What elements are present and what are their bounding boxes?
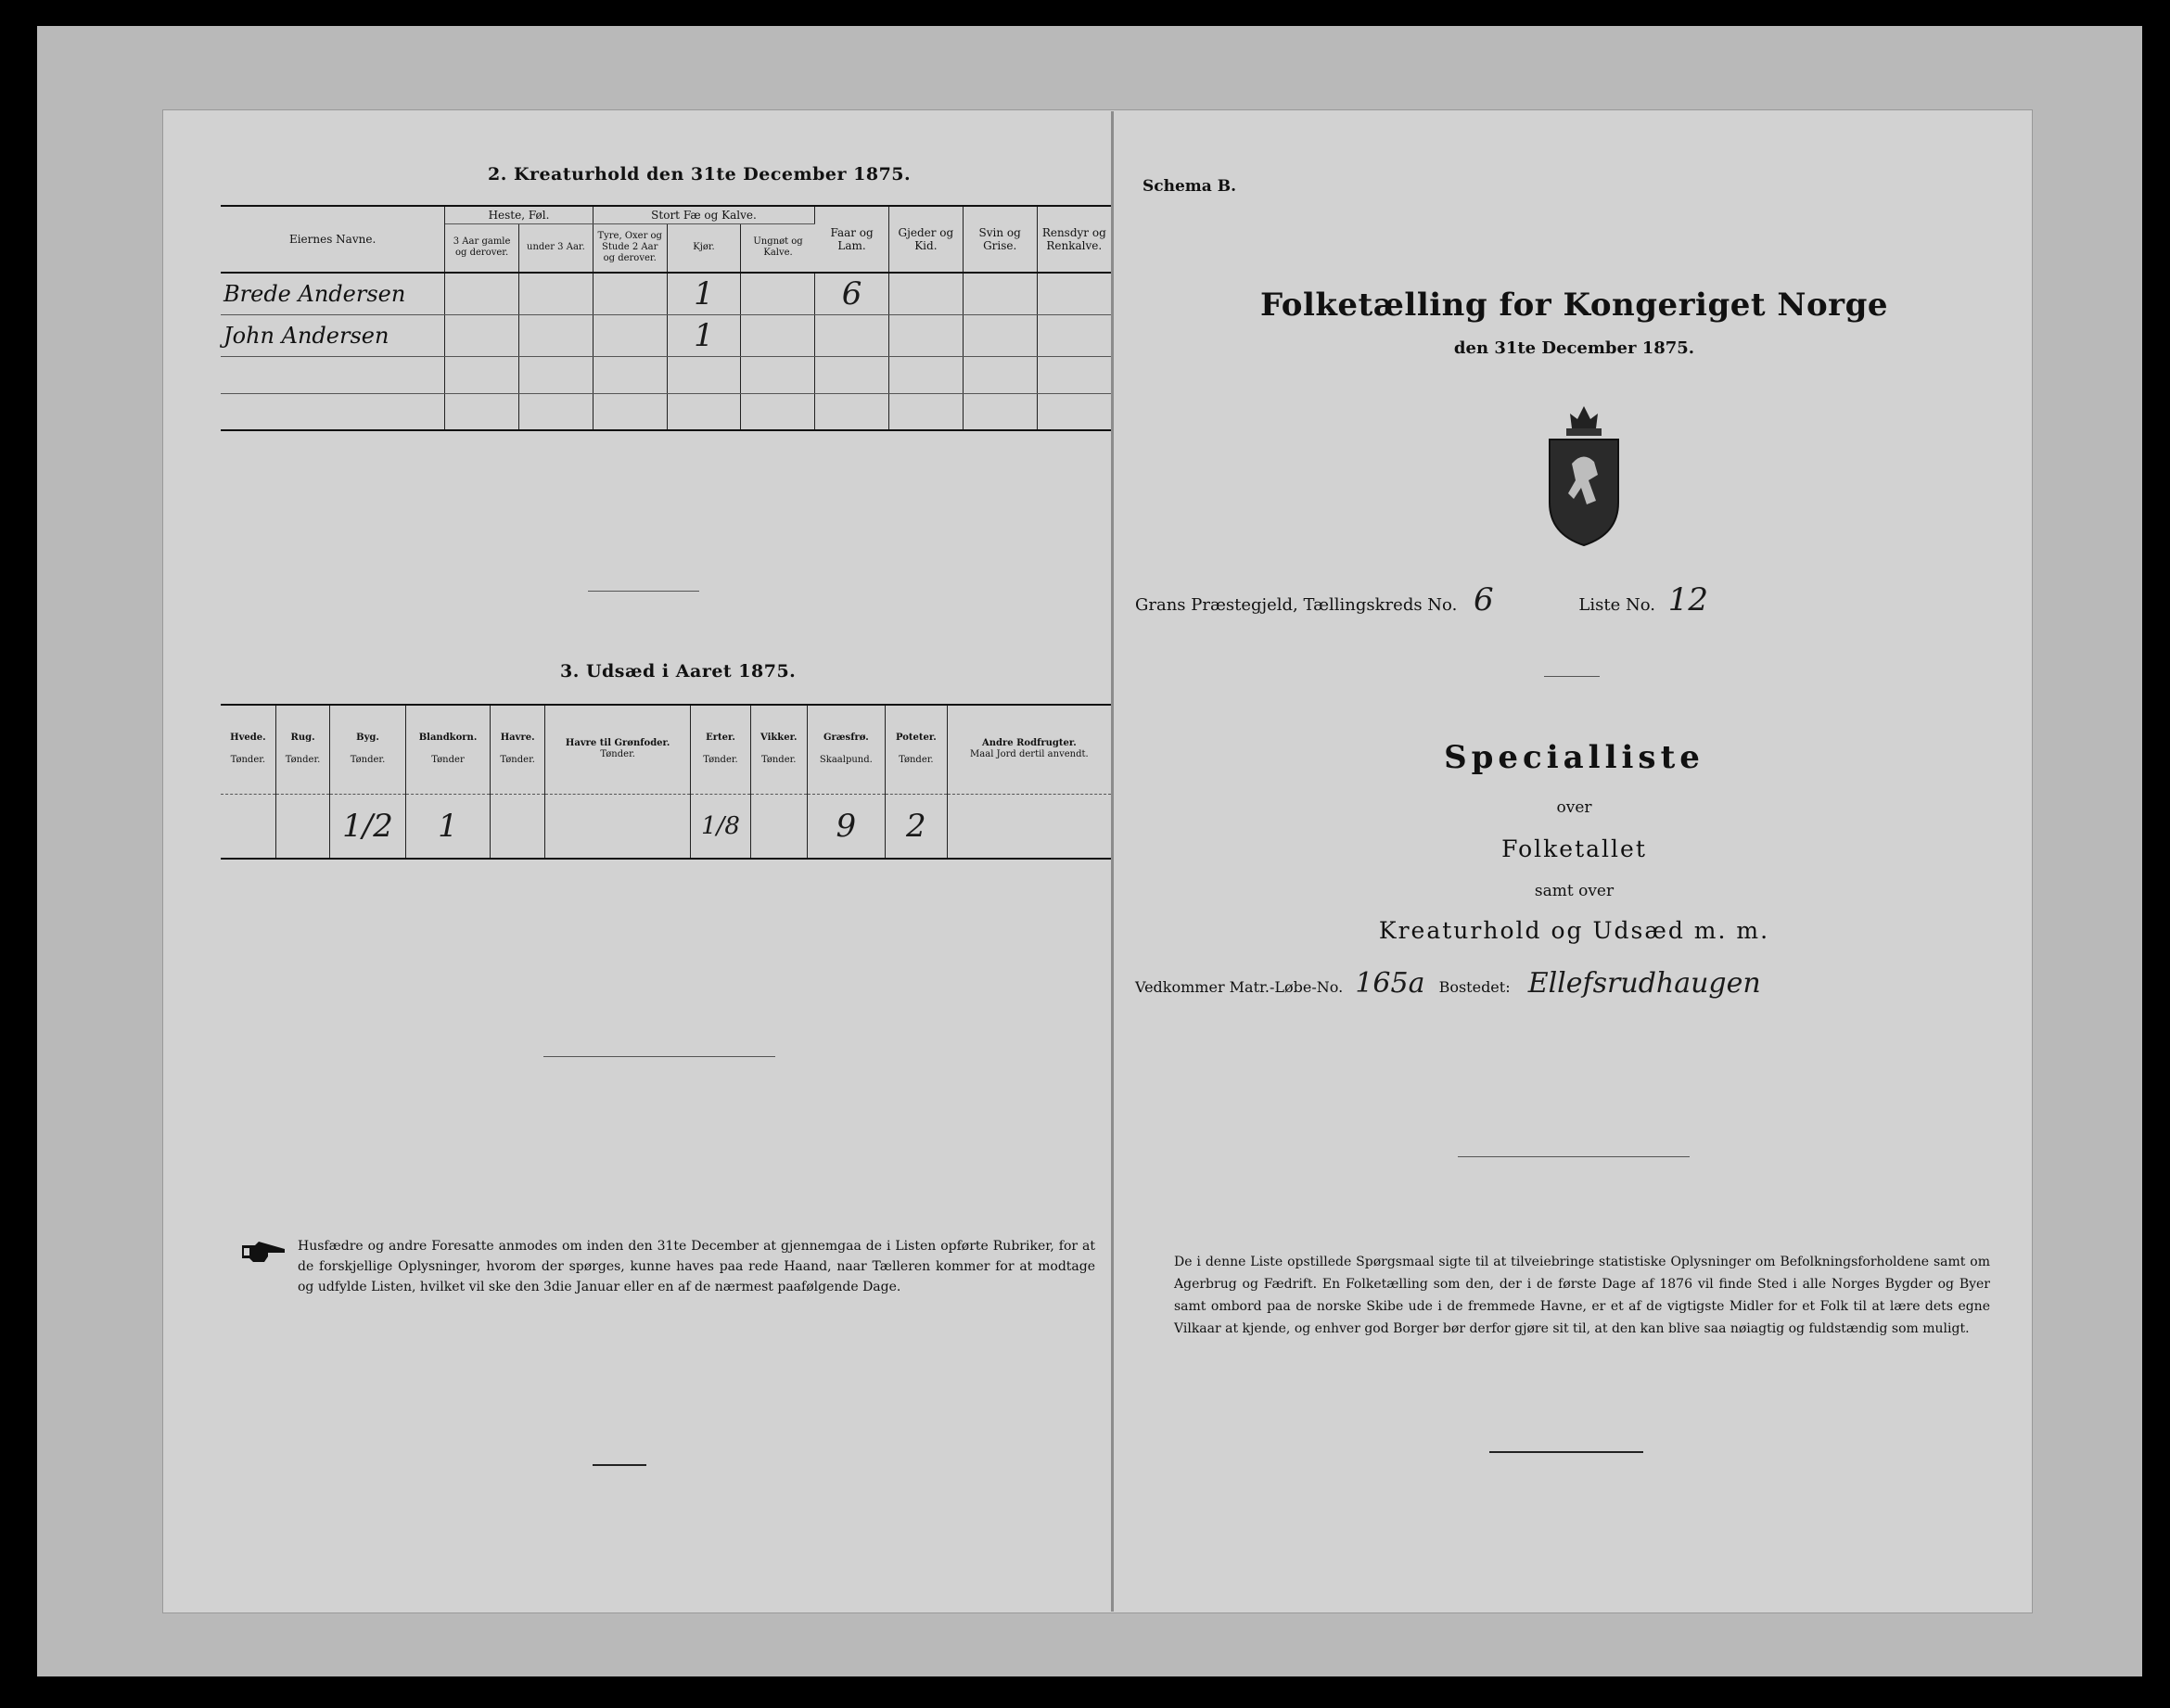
sowing-table xyxy=(221,704,1111,860)
col-peas: Erter. Tønder. xyxy=(691,705,750,794)
col-cattle-calves: Ungnøt og Kalve. xyxy=(741,224,815,273)
col-other-roots: Andre Rodfrugter. Maal Jord dertil anvendt. xyxy=(970,738,1089,760)
barley-value: 1/2 xyxy=(330,794,405,859)
table-row xyxy=(221,356,1111,393)
divider xyxy=(543,1056,775,1057)
schema-label: Schema B. xyxy=(1142,177,1237,196)
divider xyxy=(588,591,699,592)
pointing-hand-icon xyxy=(240,1240,288,1266)
kreaturhold-heading: Kreaturhold og Udsæd m. m. xyxy=(1378,917,1770,944)
table-row xyxy=(221,393,1111,430)
col-rye: Rug. Tønder. xyxy=(275,705,330,794)
owner-name: John Andersen xyxy=(221,314,445,356)
bosted-label: Bostedet: xyxy=(1438,978,1511,996)
owner-name: Brede Andersen xyxy=(221,273,445,315)
matr-label: Vedkommer Matr.-Løbe-No. xyxy=(1135,978,1344,996)
divider xyxy=(1489,1451,1643,1453)
liste-label: Liste No. xyxy=(1578,595,1655,615)
district-prefix: Grans Præstegjeld, Tællingskreds No. xyxy=(1135,595,1458,615)
peas-value: 1/8 xyxy=(691,794,750,859)
section2-title: 2. Kreaturhold den 31te December 1875. xyxy=(488,164,912,185)
col-cattle-cows: Kjør. xyxy=(667,224,741,273)
over-text: over xyxy=(1556,798,1592,817)
wheat-value xyxy=(221,794,275,859)
divider xyxy=(593,1464,646,1466)
cows-value: 1 xyxy=(667,314,741,356)
main-title: Folketælling for Kongeriget Norge xyxy=(1259,287,1888,324)
col-pigs: Svin og Grise. xyxy=(963,206,1037,273)
kreds-number: 6 xyxy=(1474,581,1494,618)
right-page xyxy=(1117,110,2032,1611)
grass-seed-value: 9 xyxy=(807,794,885,859)
rye-value xyxy=(275,794,330,859)
divider xyxy=(1544,676,1600,677)
norwegian-coat-of-arms-icon xyxy=(1544,402,1624,549)
census-form-sheet xyxy=(162,109,2033,1613)
footer-explanation: De i denne Liste opstillede Spørgsmaal sigte til at tilveiebringe statistiske Oplysninger om Befolkningsforholdene samt om Agerbrug og Fædrift. En Folketælling som den, der i de første Dage af 1876 vil finde Sted i alle Norges Bygder og Byer samt ombord paa de norske Skibe ude i de fremmede Havne, er et af de vigtigste Midler for et Folk til at lære dets egne Vilkaar at kjende, og enhver god Borger bør derfor gjøre sit til, at den kan blive saa nøiagtig og fuldstændig som muligt. xyxy=(1174,1255,1990,1336)
col-horses-old: 3 Aar gamle og derover. xyxy=(445,224,519,273)
col-goats: Gjeder og Kid. xyxy=(888,206,963,273)
specialliste-heading: Specialliste xyxy=(1444,739,1704,776)
col-oats: Havre. Tønder. xyxy=(491,705,545,794)
sheep-value: 6 xyxy=(815,273,889,315)
table-row xyxy=(221,794,1111,859)
col-barley: Byg. Tønder. xyxy=(330,705,405,794)
col-horses-young: under 3 Aar. xyxy=(519,224,594,273)
page-fold xyxy=(1111,111,1114,1612)
col-potatoes: Poteter. Tønder. xyxy=(885,705,947,794)
folketallet-heading: Folketallet xyxy=(1501,835,1647,862)
col-sheep: Faar og Lam. xyxy=(815,206,889,273)
col-owner: Eiernes Navne. xyxy=(221,206,445,273)
col-wheat: Hvede. Tønder. xyxy=(221,705,275,794)
col-vetch: Vikker. Tønder. xyxy=(750,705,807,794)
col-green-oats: Havre til Grønfoder. Tønder. xyxy=(545,705,691,794)
district-line xyxy=(1135,581,1708,618)
col-cattle: Stort Fæ og Kalve. xyxy=(593,206,814,224)
matr-number: 165a xyxy=(1355,967,1425,1000)
sheep-value xyxy=(815,314,889,356)
col-grass-seed: Græsfrø. Skaalpund. xyxy=(807,705,885,794)
samt-over-text: samt over xyxy=(1534,882,1615,900)
section3-title: 3. Udsæd i Aaret 1875. xyxy=(560,661,797,682)
livestock-table xyxy=(221,205,1111,431)
vetch-value xyxy=(750,794,807,859)
oats-value xyxy=(491,794,545,859)
liste-number: 12 xyxy=(1667,581,1708,618)
bosted-value: Ellefsrudhaugen xyxy=(1527,967,1761,1000)
instructions-note: Husfædre og andre Foresatte anmodes om inden den 31te December at gjennemgaa de i Listen opførte Rubriker, for at de forskjellige Oplysninger, hvorom der spørges, kunne haves paa rede Haand, naar Tælleren kommer for at modtage og udfylde Listen, hvilket vil ske den 3die Januar eller en af de nærmest paafølgende Dage. xyxy=(298,1239,1095,1294)
left-page xyxy=(163,110,1111,1611)
property-line xyxy=(1135,967,1761,1000)
cows-value: 1 xyxy=(667,273,741,315)
other-roots-value xyxy=(947,794,1111,859)
date-line: den 31te December 1875. xyxy=(1453,338,1695,358)
potatoes-value: 2 xyxy=(885,794,947,859)
table-row xyxy=(221,273,1111,315)
mixed-grain-value: 1 xyxy=(405,794,491,859)
col-mixed-grain: Blandkorn. Tønder xyxy=(405,705,491,794)
green-oats-value xyxy=(545,794,691,859)
col-reindeer: Rensdyr og Renkalve. xyxy=(1037,206,1111,273)
table-row xyxy=(221,314,1111,356)
divider xyxy=(1458,1156,1690,1157)
col-cattle-bulls: Tyre, Oxer og Stude 2 Aar og derover. xyxy=(593,224,667,273)
col-horses: Heste, Føl. xyxy=(445,206,594,224)
